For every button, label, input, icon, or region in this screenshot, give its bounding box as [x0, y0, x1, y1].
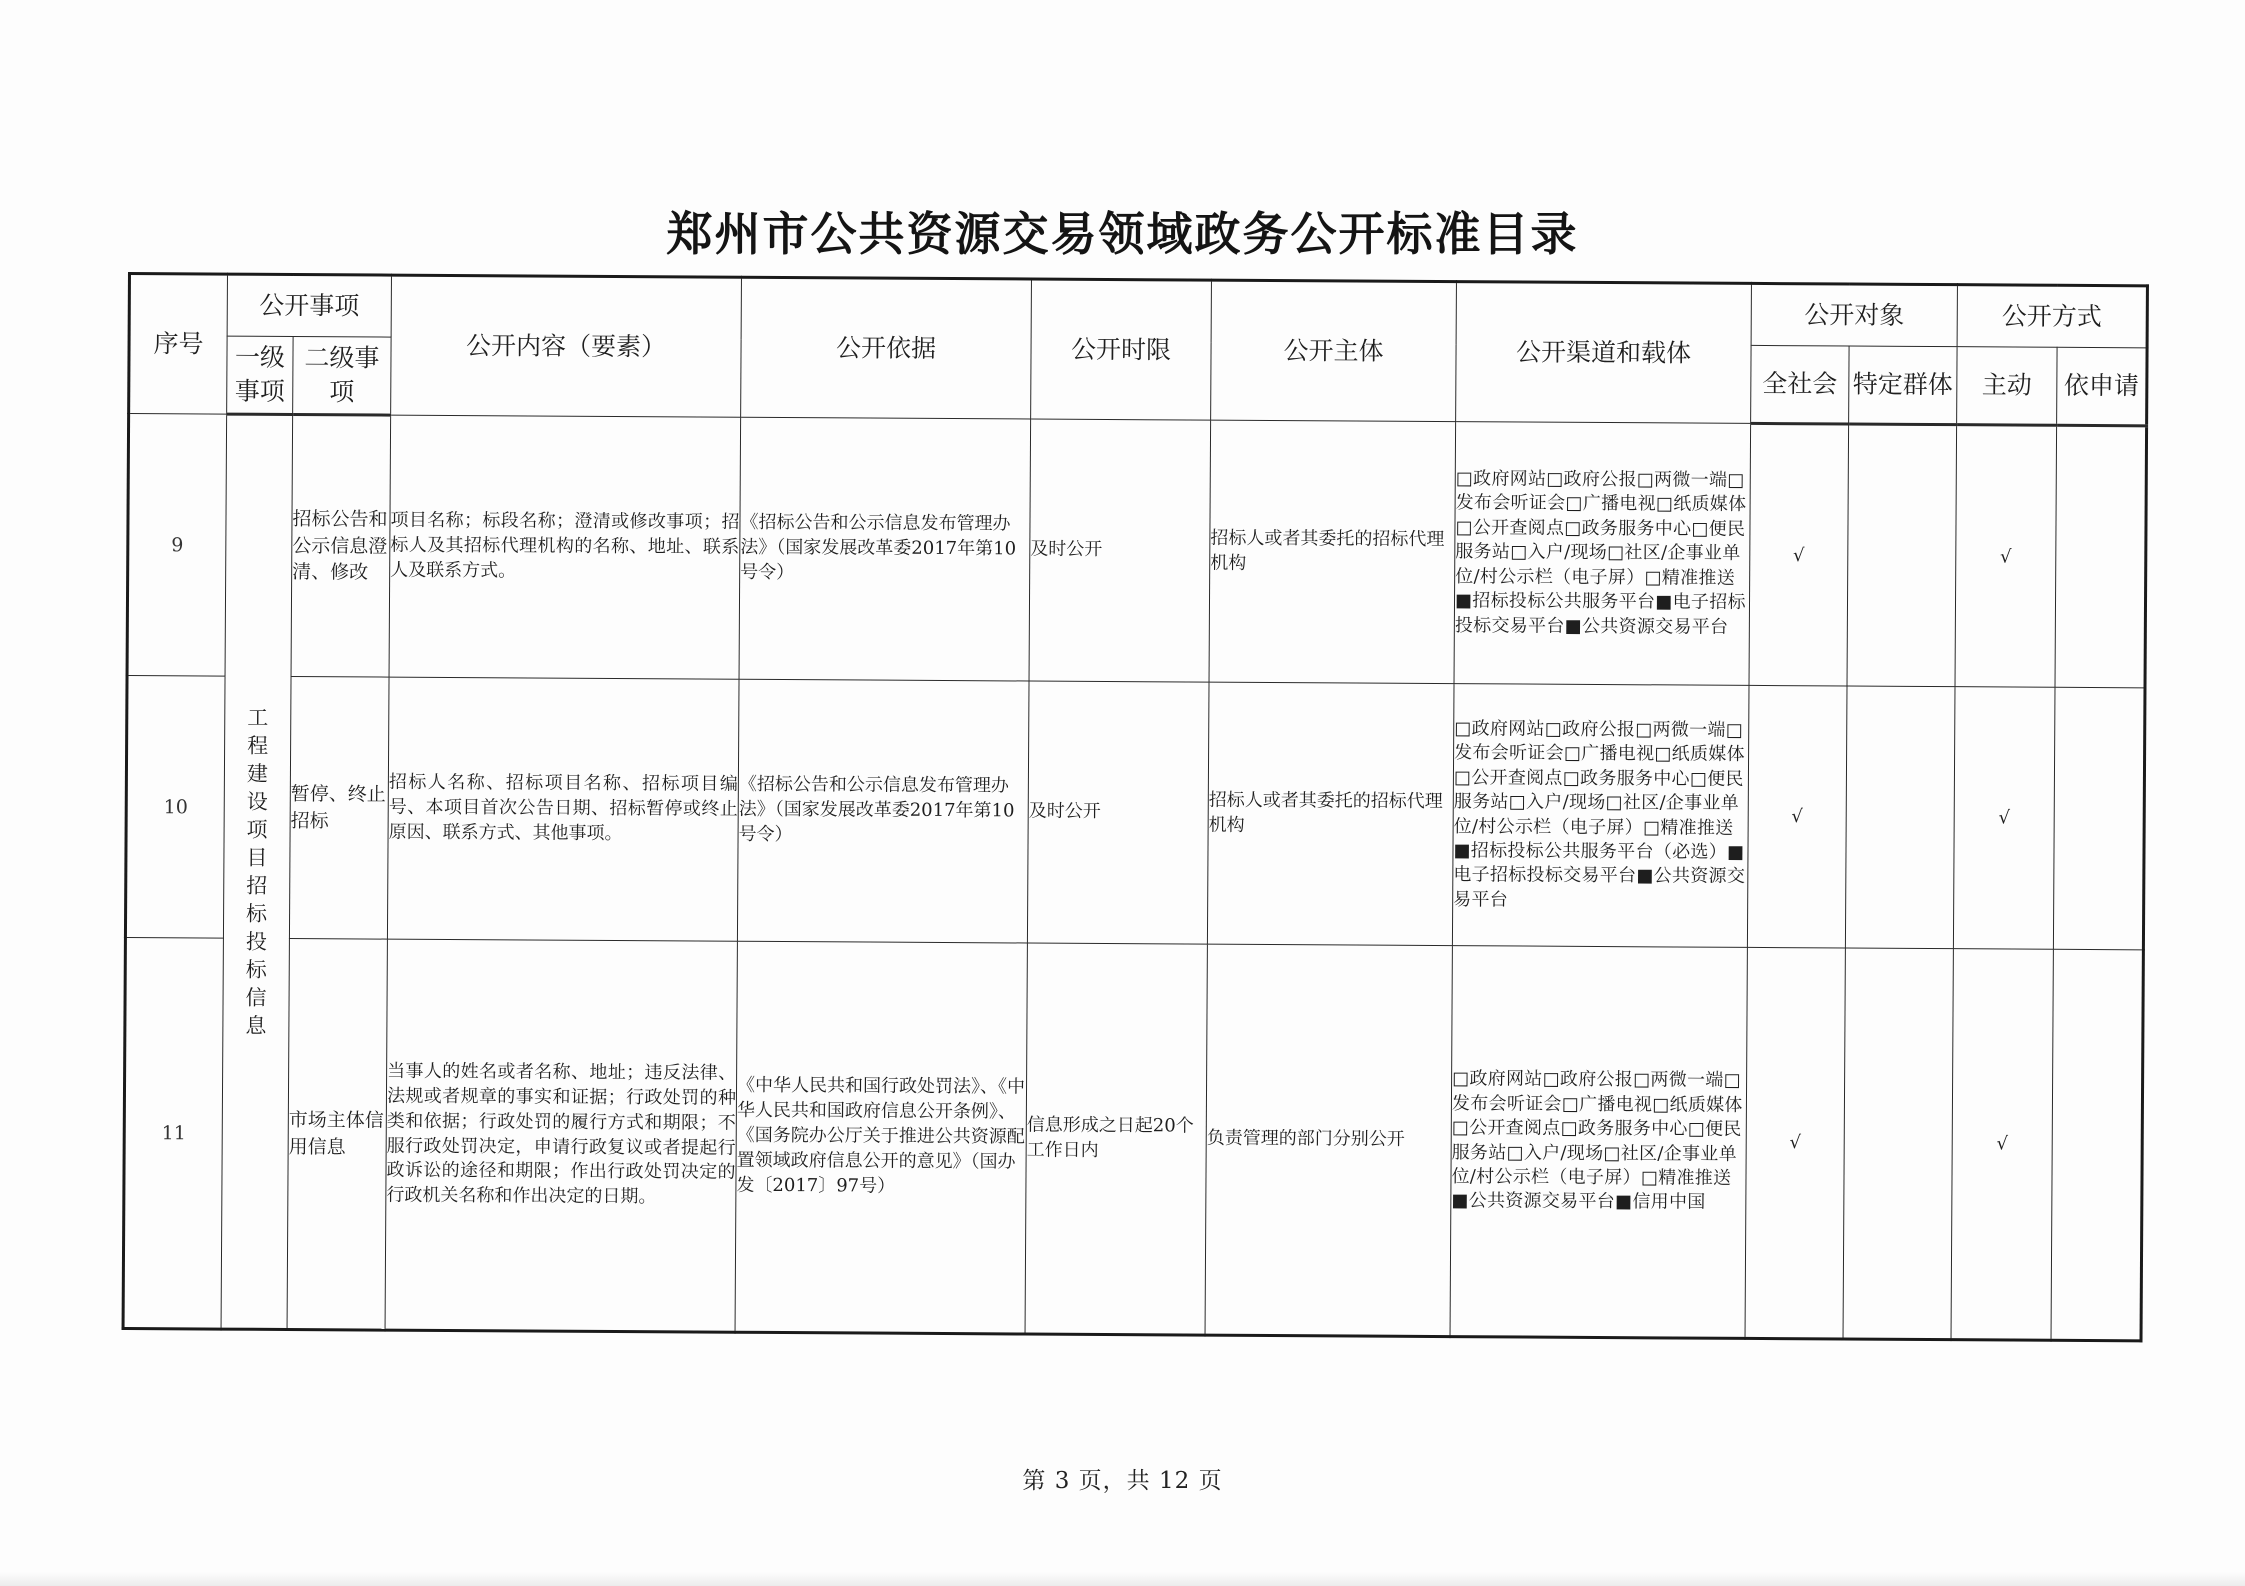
- disclosure-subject: 招标人或者其委托的招标代理机构: [1209, 420, 1456, 683]
- disclosure-channel: □政府网站□政府公报□两微一端□发布会听证会□广播电视□纸质媒体□公开查阅点□政务服务中心□便民服务站□入户/现场□社区/企事业单位/村公示栏（电子屏）□精准推送■公共资源交易平台■信用中国: [1450, 946, 1747, 1339]
- header-audience-group: 公开对象: [1751, 283, 1957, 346]
- disclosure-subject: 招标人或者其委托的招标代理机构: [1207, 682, 1454, 945]
- header-mode-active: 主动: [1957, 347, 2057, 426]
- mode-active-check: √: [1955, 425, 2057, 688]
- disclosure-time-limit: 及时公开: [1027, 681, 1209, 944]
- header-mode-request: 依申请: [2057, 347, 2147, 426]
- mode-request-check: [2055, 425, 2147, 688]
- header-subject: 公开主体: [1211, 280, 1457, 421]
- disclosure-content: 项目名称；标段名称；澄清或修改事项；招标人及其招标代理机构的名称、地址、联系人及联系方式。: [389, 415, 741, 679]
- scan-edge-shadow: [0, 1572, 2245, 1586]
- header-level1: 一级事项: [227, 336, 293, 414]
- disclosure-basis: 《中华人民共和国行政处罚法》、《中华人民共和国政府信息公开条例》、《国务院办公厅关于推进公共资源配置领域政府信息公开的意见》（国办发〔2017〕97号）: [735, 941, 1027, 1334]
- row-seq: 11: [123, 937, 223, 1329]
- page-title: 郑州市公共资源交易领域政务公开标准目录: [666, 207, 1579, 261]
- disclosure-time-limit: 及时公开: [1029, 419, 1211, 682]
- audience-all-check: √: [1747, 685, 1847, 948]
- page-number-footer: 第 3 页，共 12 页: [1022, 1468, 1223, 1494]
- disclosure-time-limit: 信息形成之日起20个工作日内: [1025, 943, 1207, 1335]
- disclosure-channel: □政府网站□政府公报□两微一端□发布会听证会□广播电视□纸质媒体□公开查阅点□政务服务中心□便民服务站□入户/现场□社区/企事业单位/村公示栏（电子屏）□精准推送■招标投标公共服务平台（必选）■电子招标投标交易平台■公共资源交易平台: [1452, 684, 1749, 948]
- header-time-limit: 公开时限: [1031, 279, 1212, 420]
- row-seq: 10: [125, 676, 225, 939]
- row-seq: 9: [127, 414, 227, 677]
- header-seq: 序号: [129, 274, 228, 415]
- header-audience-specific: 特定群体: [1849, 346, 1957, 425]
- table-row: [127, 414, 2147, 688]
- table-row: [125, 676, 2145, 950]
- disclosure-basis: 《招标公告和公示信息发布管理办法》（国家发展改革委2017年第10号令）: [739, 417, 1031, 681]
- header-channel: 公开渠道和载体: [1456, 282, 1752, 424]
- table-row: [123, 937, 2143, 1340]
- disclosure-basis: 《招标公告和公示信息发布管理办法》（国家发展改革委2017年第10号令）: [737, 679, 1029, 943]
- header-basis: 公开依据: [741, 277, 1032, 419]
- header-content: 公开内容（要素）: [391, 275, 742, 417]
- mode-active-check: √: [1953, 687, 2055, 950]
- header-level2: 二级事项: [293, 337, 391, 416]
- mode-request-check: [2051, 949, 2143, 1341]
- disclosure-channel: □政府网站□政府公报□两微一端□发布会听证会□广播电视□纸质媒体□公开查阅点□政务服务中心□便民服务站□入户/现场□社区/企事业单位/村公示栏（电子屏）□精准推送■招标投标公共服务平台■电子招标投标交易平台■公共资源交易平台: [1454, 422, 1751, 686]
- level2-item: 暂停、终止招标: [289, 677, 389, 940]
- disclosure-content: 当事人的姓名或者名称、地址；违反法律、法规或者规章的事实和证据；行政处罚的种类和依据；行政处罚的履行方式和期限；不服行政处罚决定，申请行政复议或者提起行政诉讼的途径和期限；作出行政处罚决定的行政机关名称和作出决定的日期。: [385, 939, 737, 1332]
- header-items-group: 公开事项: [227, 274, 391, 337]
- level1-item: 工程建设项目招标投标信息: [221, 414, 293, 1329]
- disclosure-catalog-table: [122, 272, 2149, 1342]
- audience-specific-check: [1843, 948, 1953, 1340]
- disclosure-content: 招标人名称、招标项目名称、招标项目编号、本项目首次公告日期、招标暂停或终止原因、联系方式、其他事项。: [387, 677, 739, 941]
- mode-active-check: √: [1951, 949, 2053, 1341]
- audience-all-check: √: [1749, 423, 1849, 686]
- level2-item: 市场主体信用信息: [287, 938, 387, 1330]
- header-audience-all: 全社会: [1751, 345, 1849, 424]
- disclosure-subject: 负责管理的部门分别公开: [1205, 944, 1452, 1336]
- audience-specific-check: [1847, 424, 1957, 687]
- mode-request-check: [2053, 687, 2145, 950]
- level2-item: 招标公告和公示信息澄清、修改: [291, 415, 391, 678]
- audience-specific-check: [1845, 686, 1955, 949]
- audience-all-check: √: [1745, 947, 1845, 1339]
- header-mode-group: 公开方式: [1957, 285, 2147, 348]
